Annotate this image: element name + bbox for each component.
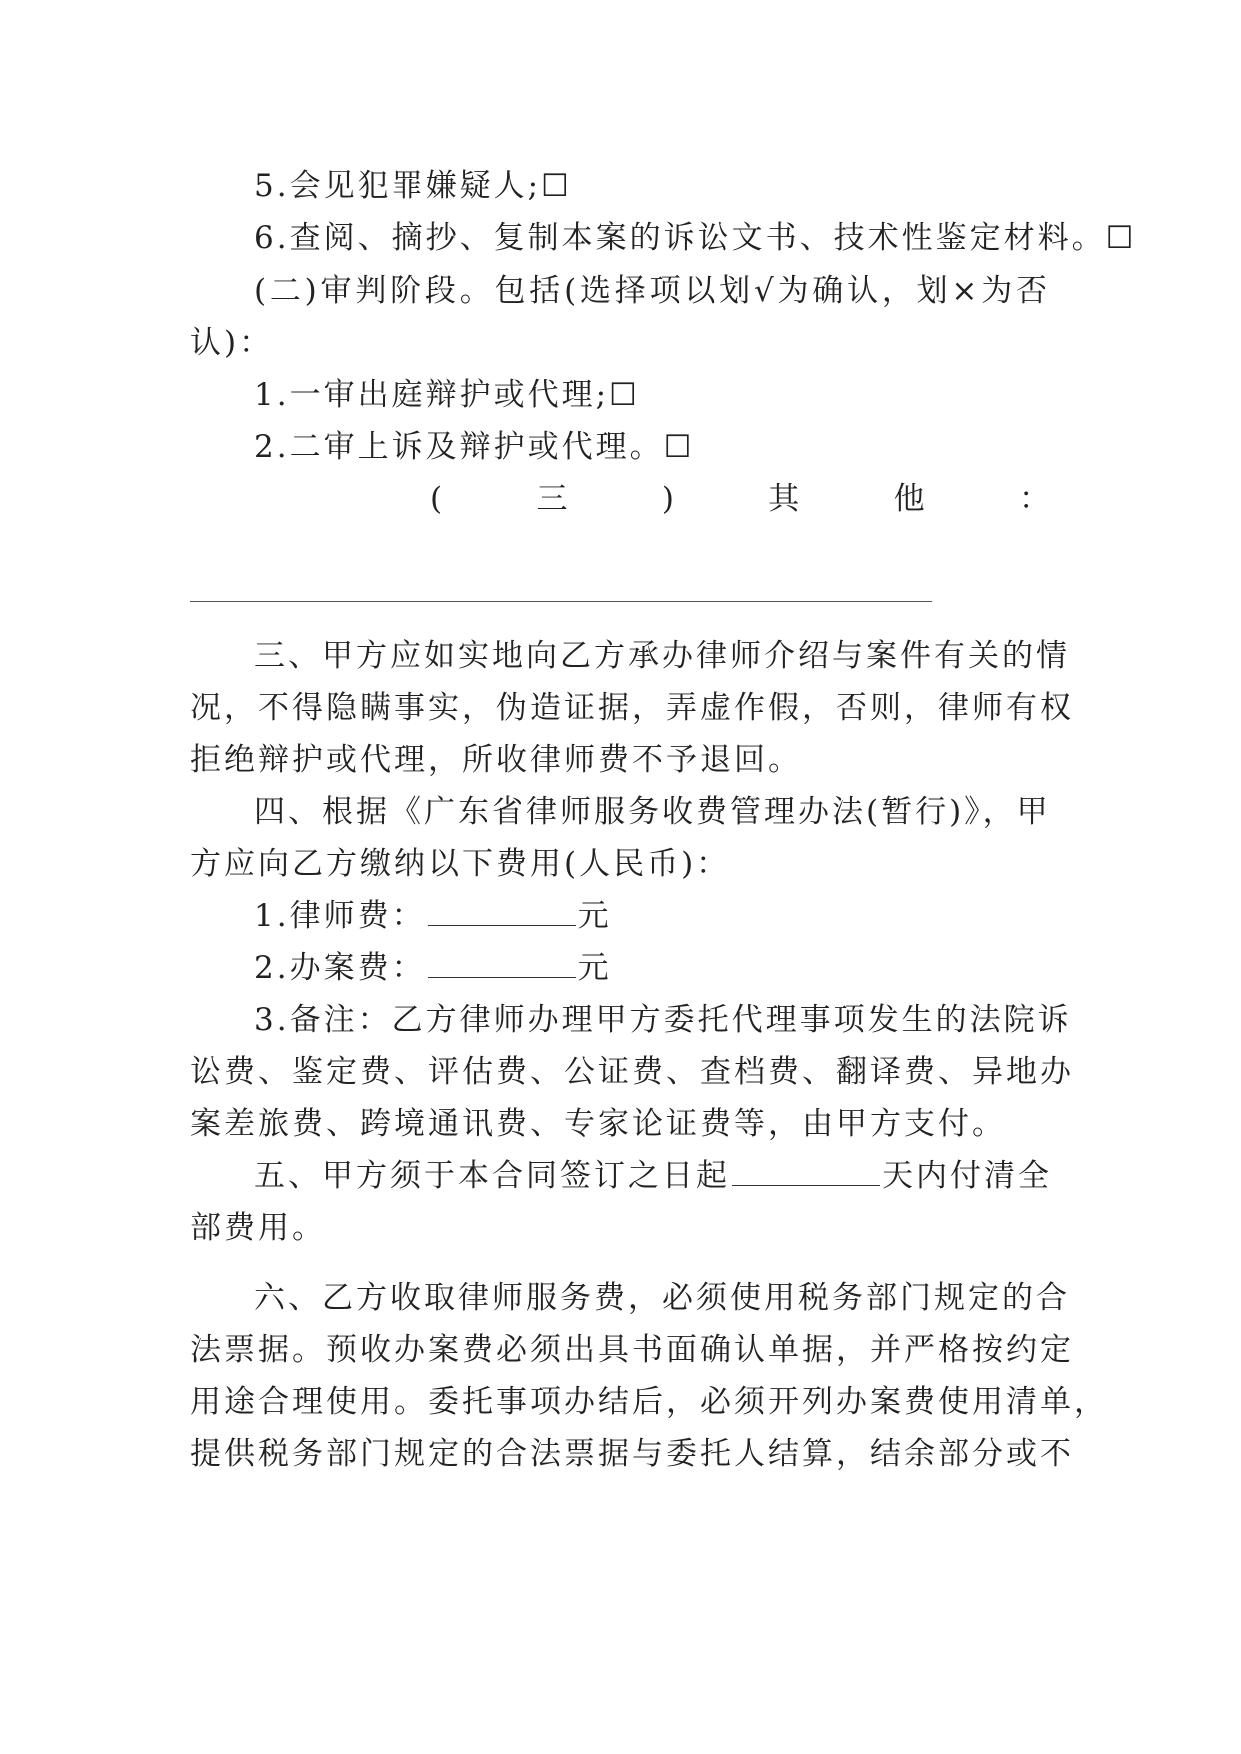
case-fee-blank xyxy=(428,953,576,978)
clause-five-before: 五、甲方须于本合同签订之日起 xyxy=(254,1158,730,1194)
clause-five xyxy=(254,1156,1050,1196)
lawyer-fee-unit: 元 xyxy=(577,898,612,934)
clause-three-line-3: 拒绝辩护或代理，所收律师费不予退回。 xyxy=(190,742,802,778)
clause-six-line-2: 法票据。预收办案费必须出具书面确认单据，并严格按约定 xyxy=(190,1332,1074,1368)
clause-four-line-2: 方应向乙方缴纳以下费用(人民币)： xyxy=(190,846,731,882)
remark: 3.备注：乙方律师办理甲方委托代理事项发生的法院诉 xyxy=(254,1002,1072,1038)
blank-line-other xyxy=(190,601,932,602)
item-review-documents: 6.查阅、摘抄、复制本案的诉讼文书、技术性鉴定材料。☐ xyxy=(254,220,1137,256)
clause-five-after: 天内付清全 xyxy=(882,1158,1052,1194)
case-fee-label: 2.办案费： xyxy=(254,950,426,986)
lawyer-fee-row xyxy=(254,896,1114,936)
item-second-instance: 2.二审上诉及辩护或代理。☐ xyxy=(254,429,695,465)
clause-four: 四、根据《广东省律师服务收费管理办法(暂行)》，甲 xyxy=(254,794,1051,830)
section-trial-stage: (二)审判阶段。包括(选择项以划√为确认，划×为否 xyxy=(254,273,1050,309)
payment-days-blank xyxy=(732,1161,880,1186)
clause-three-line-2: 况，不得隐瞒事实，伪造证据，弄虚作假，否则，律师有权 xyxy=(190,690,1074,726)
lawyer-fee-label: 1.律师费： xyxy=(254,898,426,934)
clause-six: 六、乙方收取律师服务费，必须使用税务部门规定的合 xyxy=(254,1280,1070,1316)
remark-line-3: 案差旅费、跨境通讯费、专家论证费等，由甲方支付。 xyxy=(190,1106,1006,1142)
item-meet-suspect: 5.会见犯罪嫌疑人;☐ xyxy=(254,168,572,204)
case-fee-row xyxy=(254,948,1114,988)
clause-five-line-2: 部费用。 xyxy=(190,1210,326,1246)
section-other: (三)其他： xyxy=(430,481,1050,517)
item-first-instance: 1.一审出庭辩护或代理;☐ xyxy=(254,377,640,413)
clause-six-line-3: 用途合理使用。委托事项办结后，必须开列办案费使用清单， xyxy=(190,1384,1108,1420)
remark-line-2: 讼费、鉴定费、评估费、公证费、查档费、翻译费、异地办 xyxy=(190,1054,1074,1090)
lawyer-fee-blank xyxy=(428,901,576,926)
clause-three: 三、甲方应如实地向乙方承办律师介绍与案件有关的情 xyxy=(254,638,1070,674)
case-fee-unit: 元 xyxy=(577,950,612,986)
clause-six-line-4: 提供税务部门规定的合法票据与委托人结算，结余部分或不 xyxy=(190,1436,1074,1472)
section-trial-stage-cont: 认)： xyxy=(190,325,274,361)
